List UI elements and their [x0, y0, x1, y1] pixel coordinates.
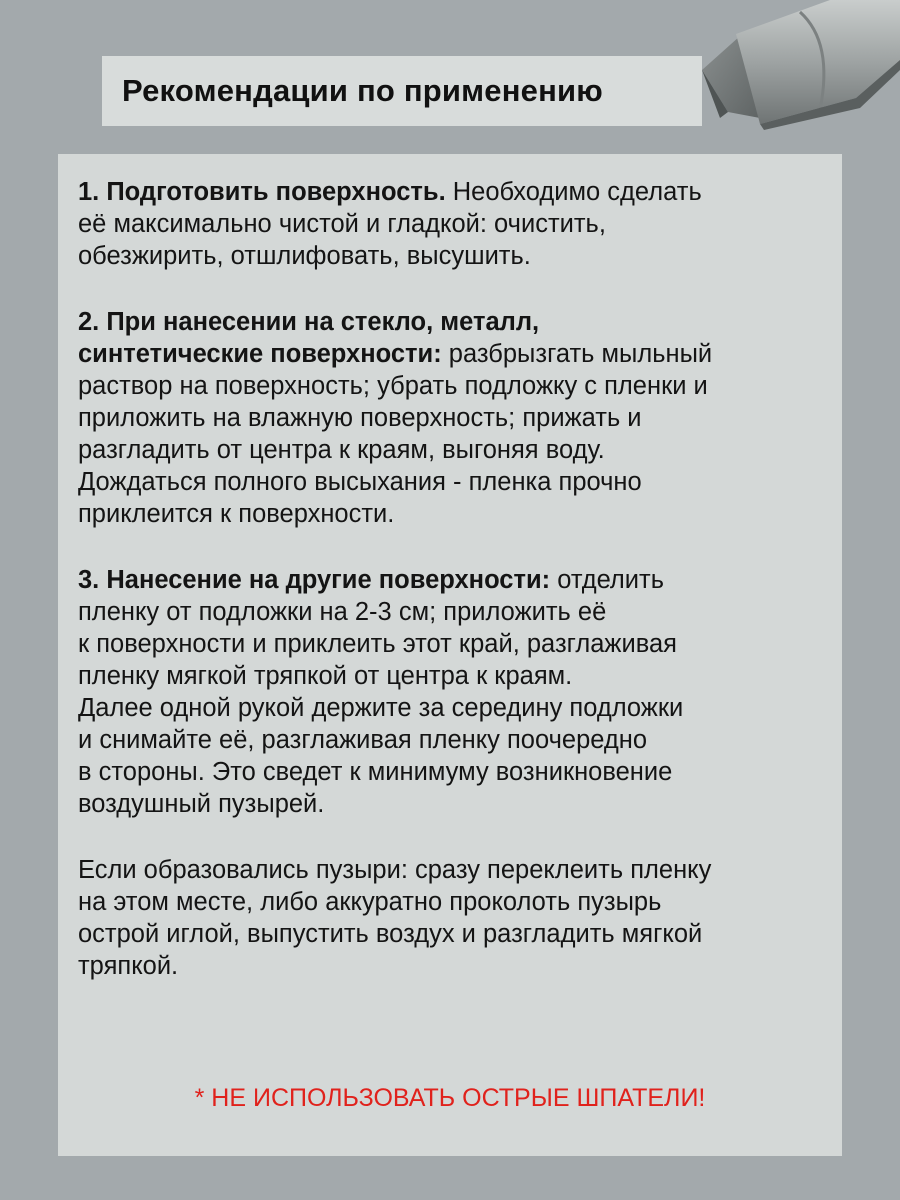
- step-2-heading: синтетические поверхности:: [78, 340, 442, 368]
- step-1-heading: 1. Подготовить поверхность.: [78, 178, 446, 206]
- page-title: Рекомендации по применению: [122, 73, 603, 108]
- step-2-heading: 2. При нанесении на стекло, металл,: [78, 308, 540, 336]
- step-2-text: разбрызгать мыльный: [441, 340, 713, 368]
- step-2-text: приложить на влажную поверхность; прижать и: [78, 404, 642, 432]
- bubbles-note-text: на этом месте, либо аккуратно проколоть пузырь: [78, 888, 662, 916]
- title-banner: [102, 56, 702, 126]
- utility-knife-icon: [680, 0, 900, 140]
- step-2-text: приклеится к поверхности.: [78, 500, 395, 528]
- step-2-text: разгладить от центра к краям, выгоняя воду.: [78, 436, 605, 464]
- step-2: [78, 306, 842, 530]
- step-3: [78, 564, 842, 820]
- step-3-text: Далее одной рукой держите за середину подложки: [78, 694, 684, 722]
- step-3-text: к поверхности и приклеить этот край, разглаживая: [78, 630, 677, 658]
- bubbles-note-text: Если образовались пузыри: сразу переклеить пленку: [78, 856, 712, 884]
- instructions-panel: [58, 154, 842, 1156]
- warning-text: * НЕ ИСПОЛЬЗОВАТЬ ОСТРЫЕ ШПАТЕЛИ!: [194, 1084, 706, 1112]
- bubbles-note: [78, 854, 842, 982]
- step-1-text: обезжирить, отшлифовать, высушить.: [78, 242, 531, 270]
- bubbles-note-text: тряпкой.: [78, 952, 179, 980]
- step-3-text: в стороны. Это сведет к минимуму возникновение: [78, 758, 673, 786]
- step-3-text: пленку мягкой тряпкой от центра к краям.: [78, 662, 573, 690]
- step-3-heading: 3. Нанесение на другие поверхности:: [78, 566, 551, 594]
- step-3-text: и снимайте её, разглаживая пленку поочередно: [78, 726, 648, 754]
- step-3-text: воздушный пузырей.: [78, 790, 325, 818]
- step-1-text: её максимально чистой и гладкой: очистить,: [78, 210, 606, 238]
- step-2-text: Дождаться полного высыхания - пленка прочно: [78, 468, 642, 496]
- step-3-text: пленку от подложки на 2-3 см; приложить её: [78, 598, 607, 626]
- bubbles-note-text: острой иглой, выпустить воздух и разгладить мягкой: [78, 920, 703, 948]
- step-1-text: Необходимо сделать: [445, 178, 702, 206]
- step-1: [78, 176, 842, 272]
- step-2-text: раствор на поверхность; убрать подложку с пленки и: [78, 372, 708, 400]
- step-3-text: отделить: [550, 566, 664, 594]
